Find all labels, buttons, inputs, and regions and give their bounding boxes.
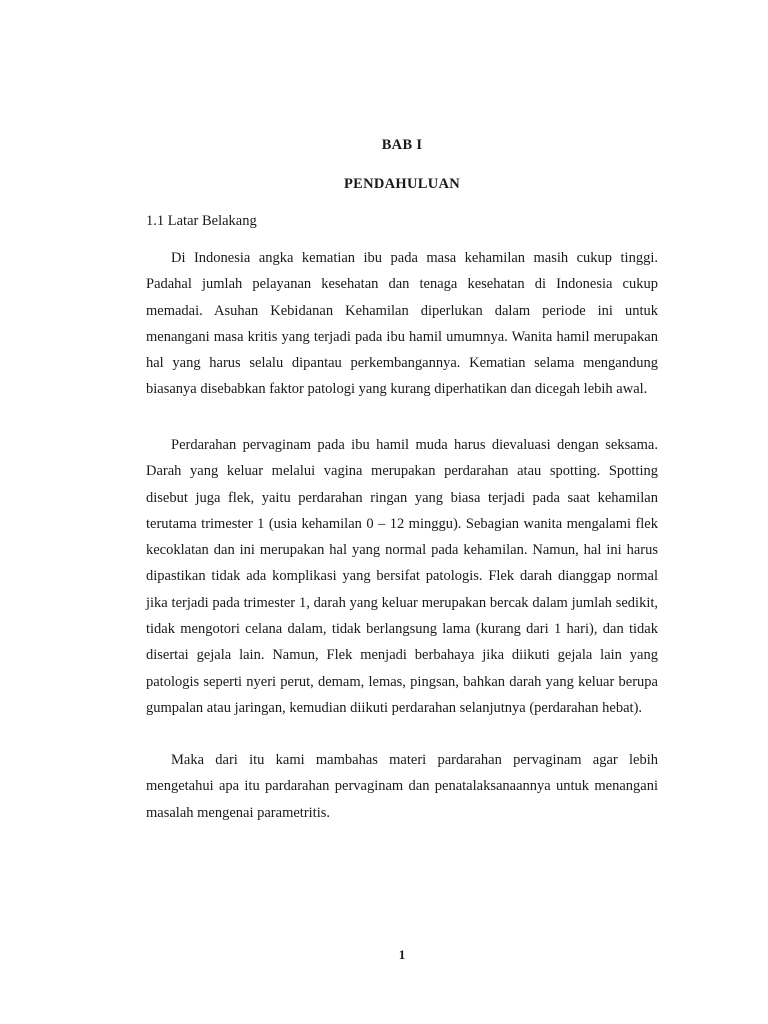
chapter-number: BAB I — [381, 137, 423, 153]
paragraph: Di Indonesia angka kematian ibu pada masa kehamilan masih cukup tinggi. Padahal jumlah pelayanan kesehatan dan tenaga kesehatan di Indonesia cukup memadai. Asuhan Kebidanan Kehamilan diperlukan dalam periode ini untuk menangani masa kritis yang terjadi pada ibu hamil umumnya. Wanita hamil merupakan hal yang harus selalu dipantau perkembangannya. Kematian selama mengandung biasanya disebabkan faktor patologi yang kurang diperhatikan dan dicegah lebih awal. — [146, 250, 658, 398]
paragraph: Perdarahan pervaginam pada ibu hamil muda harus dievaluasi dengan seksama. Darah yang keluar melalui vagina merupakan perdarahan atau spotting. Spotting disebut juga flek, yaitu perdarahan ringan yang biasa terjadi pada saat kehamilan terutama trimester 1 (usia kehamilan 0 – 12 minggu). Sebagian wanita mengalami flek kecoklatan dan ini merupakan hal yang normal pada kehamilan. Namun, hal ini harus dipastikan tidak ada komplikasi yang bersifat patologis. Flek darah dianggap normal jika terjadi pada trimester 1, darah yang keluar merupakan bercak dalam jumlah sedikit, tidak mengotori celana dalam, tidak berlangsung lama (kurang dari 1 hari), dan tidak disertai gejala lain. Namun, Flek menjadi berbahaya jika diikuti gejala lain yang patologis seperti nyeri perut, demam, lemas, pingsan, bahkan darah yang keluar berupa gumpalan atau jaringan, kemudian diikuti perdarahan selanjutnya (perdarahan hebat). — [146, 437, 658, 716]
section-heading: 1.1 Latar Belakang — [146, 213, 257, 229]
page-number: 1 — [398, 947, 406, 962]
paragraph: Maka dari itu kami mambahas materi pardarahan pervaginam agar lebih mengetahui apa itu pardarahan pervaginam dan penatalaksanaannya untuk menangani masalah mengenai parametritis. — [146, 752, 658, 821]
chapter-title: PENDAHULUAN — [343, 176, 461, 192]
